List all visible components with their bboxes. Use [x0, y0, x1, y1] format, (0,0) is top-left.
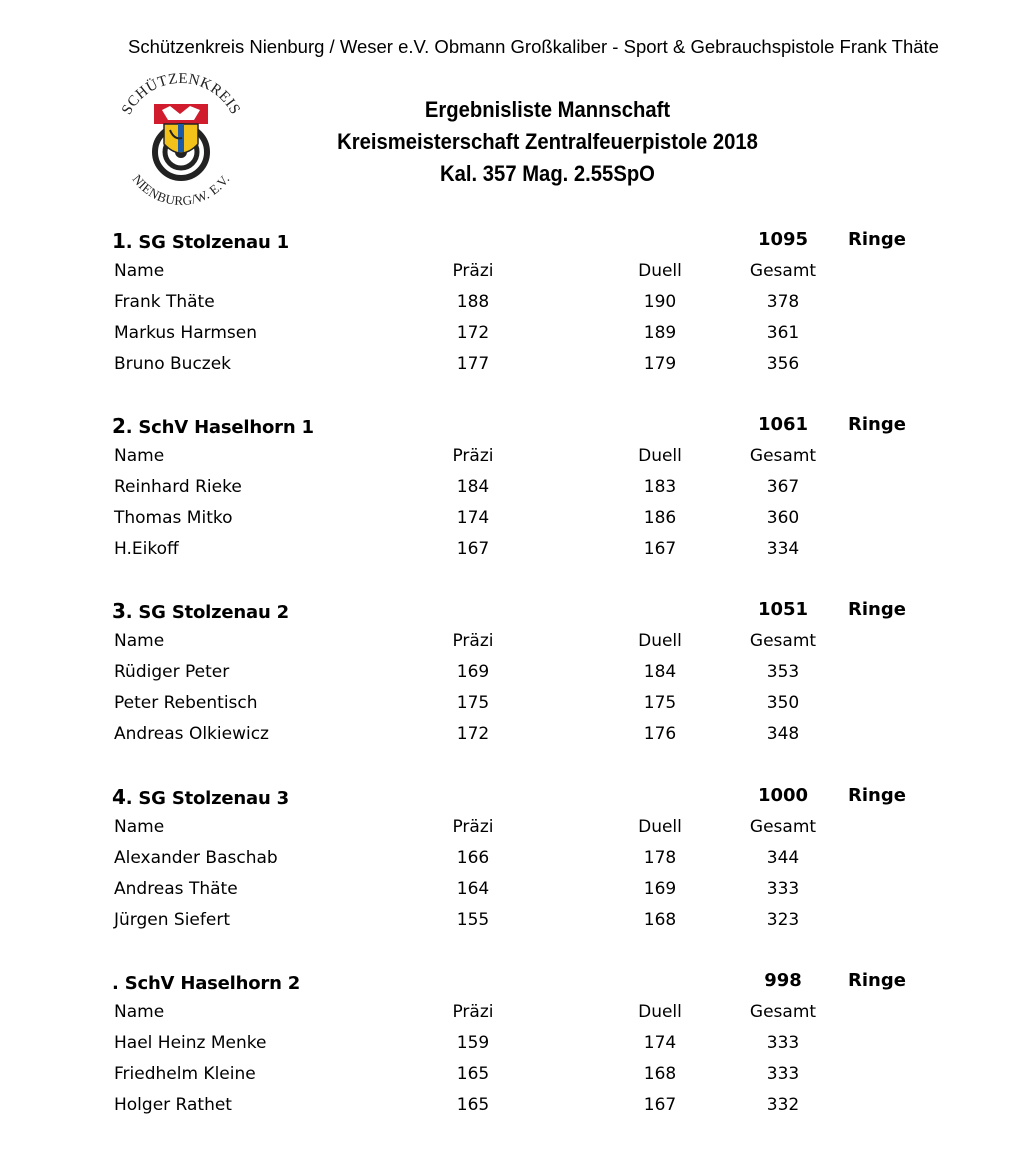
- logo-text-top: SCHÜTZENKREIS: [118, 70, 244, 118]
- member-name: Andreas Olkiewicz: [114, 724, 269, 744]
- table-row: [0, 879, 1032, 907]
- member-name: Hael Heinz Menke: [114, 1033, 267, 1053]
- member-duell: 190: [643, 292, 677, 312]
- col-praezi-header: Präzi: [452, 631, 494, 651]
- member-duell: 168: [643, 910, 677, 930]
- member-gesamt: 333: [766, 1064, 800, 1084]
- team-total: 998: [764, 970, 802, 991]
- team-block: [0, 599, 1032, 769]
- member-duell: 175: [643, 693, 677, 713]
- col-praezi-header: Präzi: [452, 817, 494, 837]
- col-name-header: Name: [114, 446, 165, 466]
- member-gesamt: 323: [766, 910, 800, 930]
- member-gesamt: 378: [766, 292, 800, 312]
- col-gesamt-header: Gesamt: [749, 261, 817, 281]
- member-duell: 186: [643, 508, 677, 528]
- member-name: Rüdiger Peter: [114, 662, 230, 682]
- column-header-row: [0, 261, 1032, 289]
- team-rank: 4: [112, 785, 126, 809]
- table-row: [0, 292, 1032, 320]
- member-praezi: 172: [456, 323, 490, 343]
- member-name: Andreas Thäte: [114, 879, 238, 899]
- team-block: [0, 414, 1032, 584]
- member-duell: 176: [643, 724, 677, 744]
- team-title: [112, 229, 289, 253]
- team-unit: Ringe: [848, 785, 906, 806]
- team-total: 1061: [757, 414, 809, 435]
- team-unit: Ringe: [848, 229, 906, 250]
- member-gesamt: 333: [766, 879, 800, 899]
- col-duell-header: Duell: [638, 817, 682, 837]
- team-title: [112, 599, 289, 623]
- team-name: . SG Stolzenau 2: [125, 602, 289, 623]
- member-praezi: 159: [456, 1033, 490, 1053]
- table-row: [0, 323, 1032, 351]
- member-name: Markus Harmsen: [114, 323, 257, 343]
- table-row: [0, 1095, 1032, 1123]
- table-row: [0, 477, 1032, 505]
- team-block: [0, 970, 1032, 1140]
- member-gesamt: 333: [766, 1033, 800, 1053]
- member-duell: 183: [643, 477, 677, 497]
- col-duell-header: Duell: [638, 1002, 682, 1022]
- member-gesamt: 332: [766, 1095, 800, 1115]
- team-total: 1095: [757, 229, 809, 250]
- member-gesamt: 353: [766, 662, 800, 682]
- member-name: Bruno Buczek: [114, 354, 232, 374]
- member-duell: 167: [643, 1095, 677, 1115]
- column-header-row: [0, 446, 1032, 474]
- title-line-3: Kal. 357 Mag. 2.55SpO: [440, 161, 655, 186]
- title-line-2: Kreismeisterschaft Zentralfeuerpistole 2018: [337, 129, 758, 154]
- col-gesamt-header: Gesamt: [749, 817, 817, 837]
- table-row: [0, 539, 1032, 567]
- member-praezi: 172: [456, 724, 490, 744]
- member-duell: 184: [643, 662, 677, 682]
- column-header-row: [0, 631, 1032, 659]
- table-row: [0, 662, 1032, 690]
- member-praezi: 165: [456, 1095, 490, 1115]
- col-praezi-header: Präzi: [452, 261, 494, 281]
- col-gesamt-header: Gesamt: [749, 1002, 817, 1022]
- col-name-header: Name: [114, 817, 165, 837]
- title-line-1: Ergebnisliste Mannschaft: [424, 97, 671, 122]
- team-name: . SG Stolzenau 1: [125, 232, 289, 253]
- team-rank: 3: [112, 599, 126, 623]
- table-row: [0, 910, 1032, 938]
- member-duell: 178: [643, 848, 677, 868]
- member-name: Holger Rathet: [114, 1095, 232, 1115]
- col-name-header: Name: [114, 1002, 165, 1022]
- team-rank: 1: [112, 229, 126, 253]
- member-praezi: 177: [456, 354, 490, 374]
- table-row: [0, 1064, 1032, 1092]
- team-name: . SchV Haselhorn 1: [125, 417, 314, 438]
- member-name: Peter Rebentisch: [114, 693, 258, 713]
- member-praezi: 167: [456, 539, 490, 559]
- member-duell: 174: [643, 1033, 677, 1053]
- member-praezi: 175: [456, 693, 490, 713]
- member-gesamt: 356: [766, 354, 800, 374]
- member-praezi: 169: [456, 662, 490, 682]
- team-block: [0, 785, 1032, 955]
- team-title: [112, 970, 300, 994]
- team-total: 1051: [757, 599, 809, 620]
- table-row: [0, 693, 1032, 721]
- col-praezi-header: Präzi: [452, 1002, 494, 1022]
- member-name: Frank Thäte: [114, 292, 215, 312]
- member-name: Jürgen Siefert: [114, 910, 230, 930]
- member-gesamt: 350: [766, 693, 800, 713]
- member-name: H.Eikoff: [114, 539, 179, 559]
- member-gesamt: 334: [766, 539, 800, 559]
- team-name: . SG Stolzenau 3: [125, 788, 289, 809]
- team-block: [0, 229, 1032, 399]
- team-name: . SchV Haselhorn 2: [112, 973, 301, 994]
- table-row: [0, 724, 1032, 752]
- team-title: [112, 414, 314, 438]
- member-name: Alexander Baschab: [114, 848, 278, 868]
- table-row: [0, 1033, 1032, 1061]
- member-name: Thomas Mitko: [114, 508, 233, 528]
- col-name-header: Name: [114, 261, 165, 281]
- col-duell-header: Duell: [638, 631, 682, 651]
- column-header-row: [0, 817, 1032, 845]
- member-praezi: 184: [456, 477, 490, 497]
- team-unit: Ringe: [848, 414, 906, 435]
- member-duell: 179: [643, 354, 677, 374]
- member-name: Reinhard Rieke: [114, 477, 242, 497]
- member-duell: 167: [643, 539, 677, 559]
- club-logo: [110, 66, 252, 208]
- member-name: Friedhelm Kleine: [114, 1064, 256, 1084]
- team-rank: 2: [112, 414, 126, 438]
- table-row: [0, 354, 1032, 382]
- member-duell: 169: [643, 879, 677, 899]
- team-total: 1000: [757, 785, 809, 806]
- member-praezi: 188: [456, 292, 490, 312]
- member-praezi: 155: [456, 910, 490, 930]
- table-row: [0, 508, 1032, 536]
- member-praezi: 164: [456, 879, 490, 899]
- member-duell: 189: [643, 323, 677, 343]
- member-praezi: 165: [456, 1064, 490, 1084]
- col-duell-header: Duell: [638, 261, 682, 281]
- logo-text-bottom: NIENBURG/W. E.V.: [129, 171, 233, 208]
- column-header-row: [0, 1002, 1032, 1030]
- page-header: Schützenkreis Nienburg / Weser e.V. Obmann Großkaliber - Sport & Gebrauchspistole Frank Thäte: [128, 36, 939, 57]
- member-gesamt: 344: [766, 848, 800, 868]
- col-name-header: Name: [114, 631, 165, 651]
- member-gesamt: 360: [766, 508, 800, 528]
- team-unit: Ringe: [848, 970, 906, 991]
- member-gesamt: 348: [766, 724, 800, 744]
- team-title: [112, 785, 289, 809]
- col-gesamt-header: Gesamt: [749, 631, 817, 651]
- member-praezi: 166: [456, 848, 490, 868]
- member-praezi: 174: [456, 508, 490, 528]
- table-row: [0, 848, 1032, 876]
- member-gesamt: 367: [766, 477, 800, 497]
- document-title-block: [290, 94, 805, 190]
- col-duell-header: Duell: [638, 446, 682, 466]
- col-praezi-header: Präzi: [452, 446, 494, 466]
- member-gesamt: 361: [766, 323, 800, 343]
- member-duell: 168: [643, 1064, 677, 1084]
- team-unit: Ringe: [848, 599, 906, 620]
- col-gesamt-header: Gesamt: [749, 446, 817, 466]
